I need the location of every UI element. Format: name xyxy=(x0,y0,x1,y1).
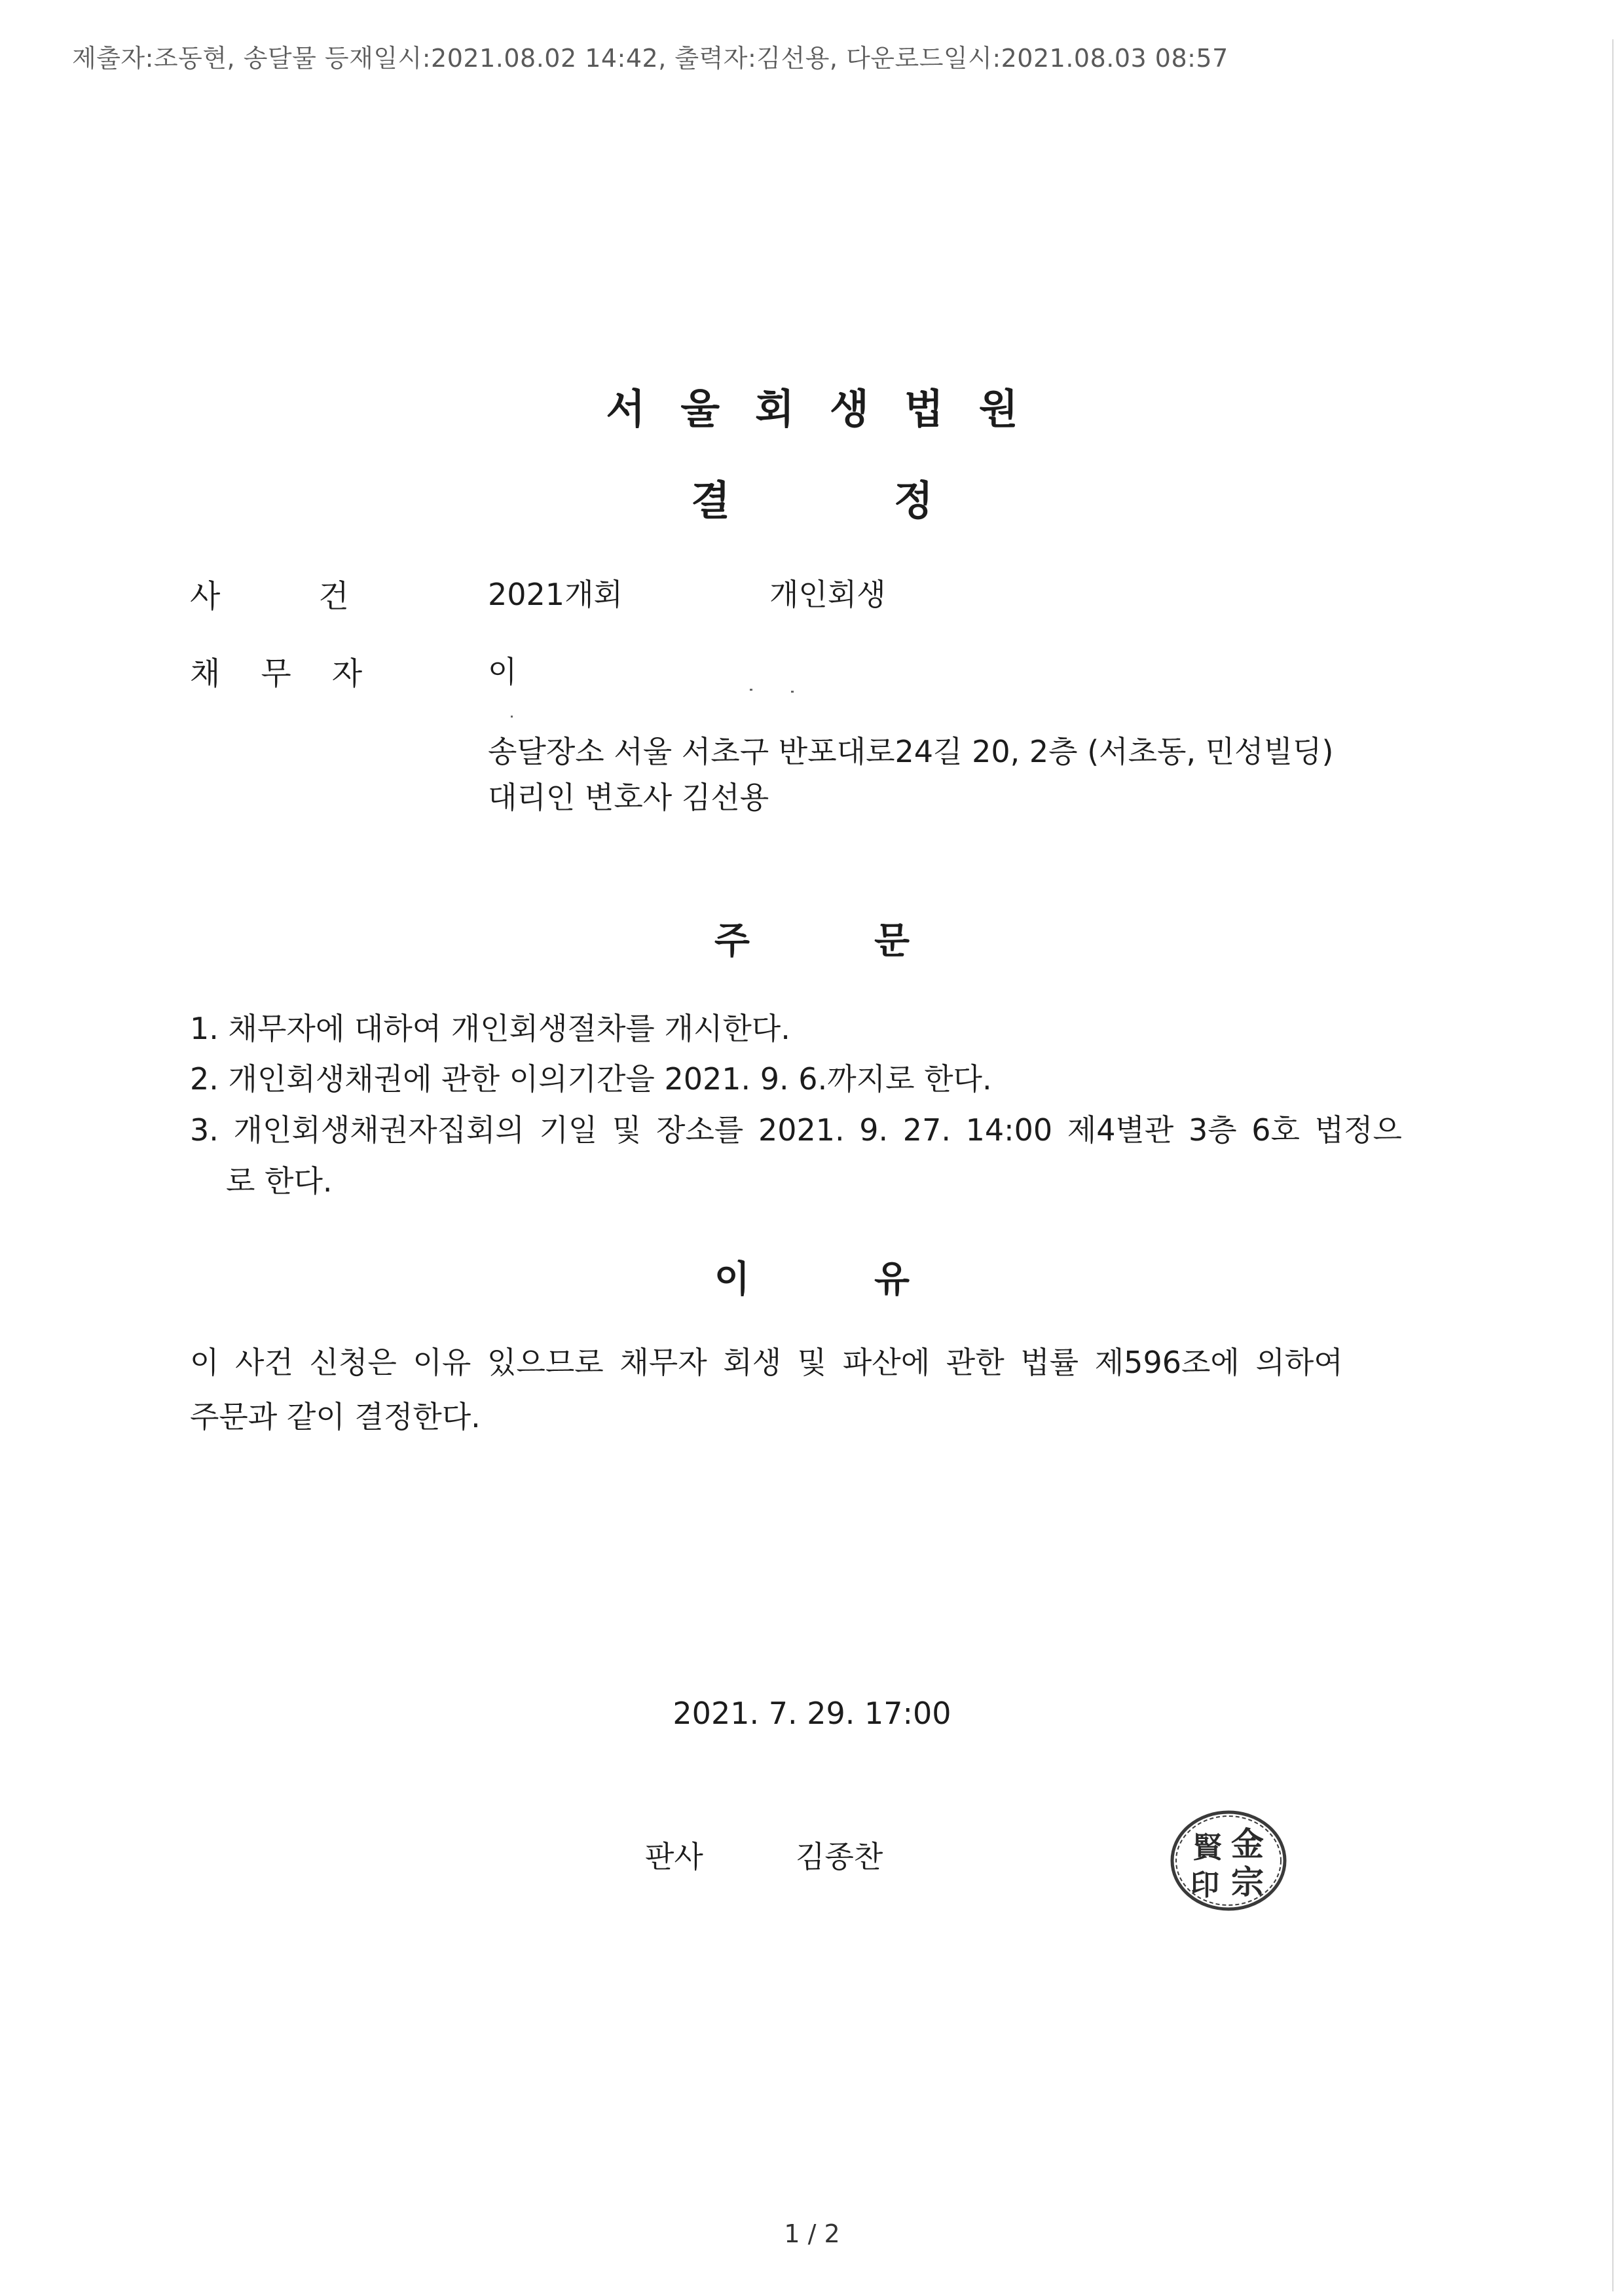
svg-text:宗: 宗 xyxy=(1231,1863,1264,1901)
judge-title: 판사 xyxy=(645,1839,703,1874)
judge-name: 김종찬 xyxy=(796,1839,883,1874)
scan-speck xyxy=(791,691,794,693)
order-item: 2. 개인회생채권에 관한 이의기간을 2021. 9. 6.까지로 한다. xyxy=(190,1061,992,1097)
debtor-name: 이 xyxy=(488,654,517,689)
judge-seal-icon xyxy=(1167,1808,1290,1913)
reason-text-line: 이 사건 신청은 이유 있으므로 채무자 회생 및 파산에 관한 법률 제596조에 의하여 xyxy=(190,1345,1343,1380)
reason-text-line: 주문과 같이 결정한다. xyxy=(190,1399,481,1434)
case-label: 사건 xyxy=(190,578,447,615)
debtor-label: 채무자 xyxy=(190,655,403,692)
scan-speck xyxy=(750,689,752,691)
case-number: 2021개회 xyxy=(488,577,623,612)
order-item: 3. 개인회생채권자집회의 기일 및 장소를 2021. 9. 27. 14:00 제4별관 3층 6호 법정으 xyxy=(190,1112,1402,1148)
case-type: 개인회생 xyxy=(769,577,886,612)
svg-text:印: 印 xyxy=(1190,1868,1219,1902)
decision-date: 2021. 7. 29. 17:00 xyxy=(673,1696,951,1731)
service-address: 송달장소 서울 서초구 반포대로24길 20, 2층 (서초동, 민성빌딩) xyxy=(488,734,1334,769)
court-name: 서울회생법원 xyxy=(606,385,1054,433)
order-heading: 주문 xyxy=(714,920,1035,962)
reason-heading: 이유 xyxy=(714,1258,1035,1301)
svg-text:賢: 賢 xyxy=(1193,1831,1222,1865)
page-number: 1 / 2 xyxy=(784,2219,840,2248)
order-item-continuation: 로 한다. xyxy=(226,1163,333,1199)
submission-stamp: 제출자:조동현, 송달물 등재일시:2021.08.02 14:42, 출력자:김선용, 다운로드일시:2021.08.03 08:57 xyxy=(72,44,1228,73)
document-title: 결정 xyxy=(691,477,1097,524)
order-item: 1. 채무자에 대하여 개인회생절차를 개시한다. xyxy=(190,1011,790,1046)
attorney: 대리인 변호사 김선용 xyxy=(488,780,769,815)
scan-speck xyxy=(511,716,513,718)
scan-edge-line xyxy=(1612,39,1614,2291)
svg-text:金: 金 xyxy=(1231,1825,1264,1863)
